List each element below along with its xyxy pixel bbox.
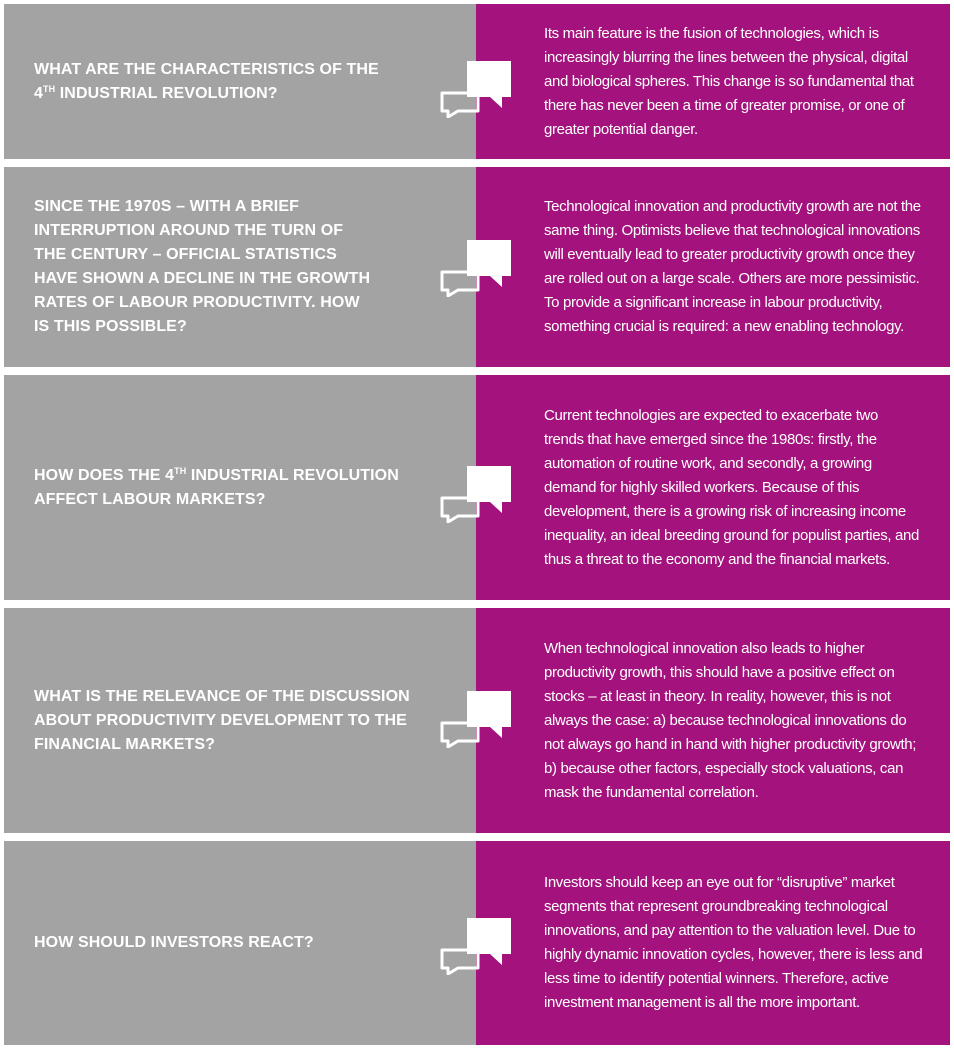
answer-panel xyxy=(476,841,950,1045)
qa-row-3 xyxy=(4,375,950,600)
ordinal-suffix: TH xyxy=(174,465,187,476)
answer-panel xyxy=(476,167,950,367)
question-panel xyxy=(4,841,476,1045)
answer-panel xyxy=(476,4,950,159)
qa-row-1 xyxy=(4,4,950,159)
answer-text: When technological innovation also leads to higher productivity growth, this should have a positive effect on stocks – at least in theory. In reality, however, this is not always the case: a) because technological innovations do not always go hand in hand with higher productivity growth; b) because other factors, especially stock valuations, can mask the fundamental correlation. xyxy=(544,639,917,801)
ordinal-suffix: TH xyxy=(43,83,56,94)
question-text: SINCE THE 1970S – WITH A BRIEF INTERRUPTION AROUND THE TURN OF THE CENTURY – OFFICIAL STATISTICS HAVE SHOWN A DECLINE IN THE GROWTH RATES OF LABOUR PRODUCTIVITY. HOW IS THIS POSSIBLE? xyxy=(34,198,371,335)
question-panel xyxy=(4,4,476,159)
answer-text: Current technologies are expected to exacerbate two trends that have emerged since the 1980s: firstly, the automation of routine work, and secondly, a growing demand for highly skilled workers. Because of this development, there is a growing risk of increasing income inequality, an ideal breeding ground for populist parties, and thus a threat to the economy and the financial markets. xyxy=(544,406,919,568)
answer-text: Technological innovation and productivity growth are not the same thing. Optimists believe that technological innovations will eventually lead to greater productivity growth once they are rolled out on a large scale. Others are more pessimistic. To provide a significant increase in labour productivity, something crucial is required: a new enabling technology. xyxy=(544,198,921,335)
speech-bubbles-icon xyxy=(432,917,514,975)
question-panel xyxy=(4,167,476,367)
question-panel xyxy=(4,608,476,833)
question-text: HOW DOES THE 4TH INDUSTRIAL REVOLUTION AFFECT LABOUR MARKETS? xyxy=(34,465,399,508)
question-text: HOW SHOULD INVESTORS REACT? xyxy=(34,934,314,951)
speech-bubbles-icon xyxy=(432,690,514,748)
question-text: WHAT IS THE RELEVANCE OF THE DISCUSSION ABOUT PRODUCTIVITY DEVELOPMENT TO THE FINANCIAL MARKETS? xyxy=(34,687,410,753)
qa-row-5 xyxy=(4,841,950,1045)
question-panel xyxy=(4,375,476,600)
qa-row-2 xyxy=(4,167,950,367)
question-text: WHAT ARE THE CHARACTERISTICS OF THE 4TH INDUSTRIAL REVOLUTION? xyxy=(34,60,379,102)
qa-row-4 xyxy=(4,608,950,833)
answer-panel xyxy=(476,375,950,600)
speech-bubbles-icon xyxy=(432,239,514,297)
speech-bubbles-icon xyxy=(432,60,514,118)
answer-text: Its main feature is the fusion of technologies, which is increasingly blurring the lines between the physical, digital and biological spheres. This change is so fundamental that there has never been a time of greater promise, or one of greater potential danger. xyxy=(544,24,914,138)
answer-panel xyxy=(476,608,950,833)
answer-text: Investors should keep an eye out for “disruptive” market segments that represent groundbreaking technological innovations, and pay attention to the valuation level. Due to highly dynamic innovation cycles, however, there is less and less time to identify potential winners. Therefore, active investment management is all the more important. xyxy=(544,874,923,1011)
speech-bubbles-icon xyxy=(432,465,514,523)
